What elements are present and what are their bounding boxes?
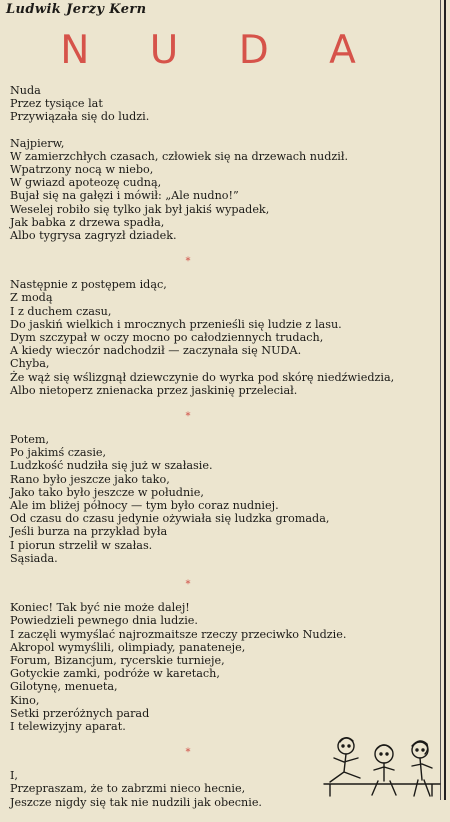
poem-line: Weselej robiło się tylko jak był jakiś wypadek, <box>10 202 270 216</box>
poem-line: Z modą <box>10 291 53 305</box>
poem-line: Do jaskiń wielkich i mrocznych przenieśli się ludzie z lasu. <box>10 317 342 331</box>
poem-line: W gwiazd apoteozę cudną, <box>10 176 162 190</box>
poem-line: Od czasu do czasu jedynie ożywiała się ludzka gromada, <box>10 512 330 526</box>
stanza-1 <box>10 84 440 124</box>
poem-line: Po jakimś czasie, <box>10 446 107 460</box>
poem-line: Gotyckie zamki, podróże w karetach, <box>10 667 220 681</box>
poem-line: Jeśli burza na przykład była <box>10 525 168 539</box>
poem-line: Następnie z postępem idąc, <box>10 278 167 292</box>
poem-line: Akropol wymyślili, olimpiady, panateneje, <box>10 640 246 654</box>
poem-line: Potem, <box>10 433 50 447</box>
poem-line: I z duchem czasu, <box>10 304 112 318</box>
poem-line: Że wąż się wślizgnął dziewczynie do wyrka pod skórę niedźwiedzia, <box>10 370 395 384</box>
poem-line: Ludzkość nudziła się już w szałasie. <box>10 459 213 473</box>
poem-line: A kiedy wieczór nadchodził — zaczynała się NUDA. <box>10 344 302 358</box>
separator-star: * <box>185 579 191 591</box>
poem-line: Dym szczypał w oczy mocno po całodziennych trudach, <box>10 331 324 345</box>
separator-star: * <box>185 747 191 759</box>
poem-line: Przepraszam, że to zabrzmi nieco hecnie, <box>10 782 246 796</box>
stanza-4 <box>10 433 440 565</box>
poem-line: W zamierzchłych czasach, człowiek się na drzewach nudził. <box>10 149 349 163</box>
poem-line: Albo nietoperz znienacka przez jaskinię przeleciał. <box>10 383 298 397</box>
author-name: Ludwik Jerzy Kern <box>6 2 147 17</box>
poem-line: I, <box>10 769 18 783</box>
separator-star: * <box>185 256 191 268</box>
poem-line: Bujał się na gałęzi i mówił: „Ale nudno!” <box>10 189 239 203</box>
poem-line: Jako tako było jeszcze w południe, <box>10 485 204 499</box>
poem-line: Jak babka z drzewa spadła, <box>10 215 165 229</box>
poem-line: Przywiązała się do ludzi. <box>10 110 150 124</box>
stanza-2 <box>10 137 440 243</box>
poem-line: Chyba, <box>10 357 50 371</box>
column-rule-thin <box>440 0 441 800</box>
poem-line: I telewizyjny aparat. <box>10 719 126 733</box>
stanza-5 <box>10 601 440 733</box>
poem-line: Rano było jeszcze jako tako, <box>10 472 170 486</box>
poem-title: N U D A <box>60 28 380 73</box>
poem-line: Gilotynę, menueta, <box>10 680 118 694</box>
poem-line: Najpierw, <box>10 136 65 150</box>
poem-line: Kino, <box>10 693 40 707</box>
poem-line: Sąsiada. <box>10 551 58 565</box>
poem-line: Wpatrzony nocą w niebo, <box>10 163 154 177</box>
poem-line: Albo tygrysa zagryzł dziadek. <box>10 229 177 243</box>
poem-line: I zaczęli wymyślać najrozmaitsze rzeczy przeciwko Nudzie. <box>10 627 347 641</box>
poem-line: Przez tysiące lat <box>10 97 103 111</box>
column-rule <box>444 0 446 800</box>
poem-line: Jeszcze nigdy się tak nie nudzili jak obecnie. <box>10 795 262 809</box>
poem-line: Koniec! Tak być nie może dalej! <box>10 601 190 615</box>
poem-line: Forum, Bizancjum, rycerskie turnieje, <box>10 653 225 667</box>
separator-star: * <box>185 411 191 423</box>
poem-line: Ale im bliżej północy — tym było coraz nudniej. <box>10 499 279 513</box>
cartoon-illustration <box>320 732 444 798</box>
poem-line: Powiedzieli pewnego dnia ludzie. <box>10 614 198 628</box>
poem-line: Nuda <box>10 84 41 97</box>
poem-body <box>10 84 440 822</box>
poem-line: I piorun strzelił w szałas. <box>10 538 153 552</box>
stanza-3 <box>10 278 440 397</box>
poem-line: Setki przeróżnych parad <box>10 706 150 720</box>
